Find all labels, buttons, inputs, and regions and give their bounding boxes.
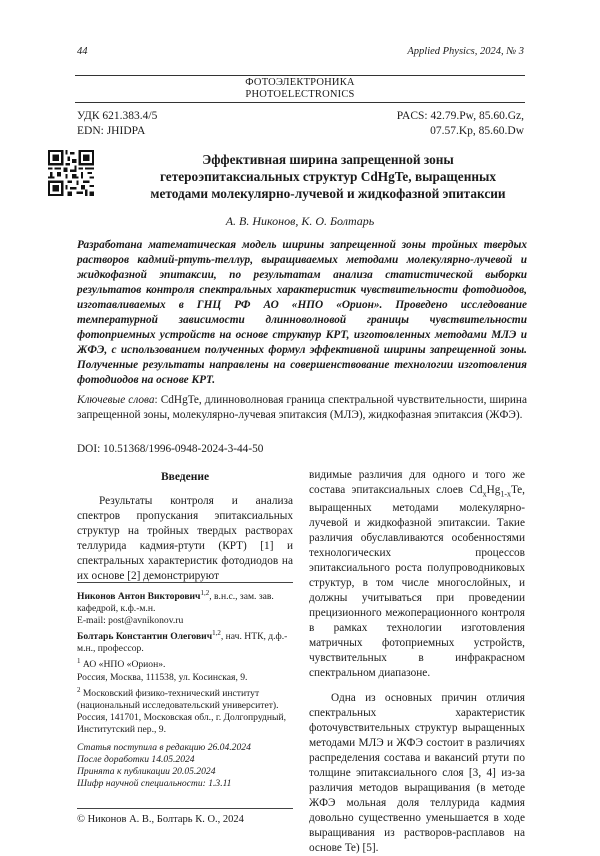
affiliation-2-address: Россия, 141701, Московская обл., г. Долгопрудный, Институтский пер., 9. (77, 711, 286, 735)
intro-heading: Введение (160, 471, 210, 483)
date-received: Статья поступила в редакцию 26.04.2024 (77, 741, 251, 753)
pacs-line-1: PACS: 42.79.Pw, 85.60.Gz, (396, 110, 524, 122)
edn-code: EDN: JHIDPA (77, 125, 146, 137)
article-title-line-3: методами молекулярно-лучевой и жидкофазной эпитаксии (150, 186, 506, 201)
qr-code-icon (48, 150, 94, 196)
author-1-name: Никонов Антон Викторович (77, 591, 201, 603)
abstract: Разработана математическая модель ширины запрещенной зоны тройных твердых растворов кадмий-ртуть-теллур, выращиваемых методами молекулярно-лучевой и жидкофазной эпитаксии, по результатам анализа статистической выборки результатов контроля спектральных характеристик чувствительности фотодиодов, изготавливаемых в ГНЦ РФ АО «НПО «Орион». Проведено исследование температурной зависимости длинноволновой границы чувствительности фотоприемных устройств на основе структур КРТ, изготовленных методами МЛЭ и ЖФЭ, с использованием полученных формул эффективной ширины запрещенной зоны. Полученные результаты направлены на совершенствование технологии изготовления фотодиодов на основе КРТ. (77, 239, 527, 386)
intro-right-column (309, 468, 525, 856)
date-revised: После доработки 14.05.2024 (77, 753, 195, 765)
section-top-rule (75, 75, 525, 76)
author-2-note: Болтарь Константин Олегович$^{1,2}$, нач. НТК, д.ф.-м.н., профессор. (77, 629, 288, 655)
keywords (77, 393, 527, 423)
doi: DOI: 10.51368/1996-0948-2024-3-44-50 (77, 443, 264, 455)
article-authors: А. В. Никонов, К. О. Болтарь (225, 214, 375, 228)
article-title-line-2: гетероэпитаксиальных структур CdHgTe, выращенных (159, 169, 497, 184)
keywords-label: Ключевые слова (77, 394, 155, 406)
intro-left-column (77, 494, 293, 584)
author-footnotes (77, 587, 293, 790)
footnote-rule (77, 582, 293, 583)
copyright: © Никонов А. В., Болтарь К. О., 2024 (77, 814, 244, 825)
affiliation-1-address: Россия, Москва, 111538, ул. Косинская, 9. (77, 671, 248, 683)
specialty-code: Шифр научной специальности: 1.3.11 (77, 777, 232, 789)
copyright-rule (77, 808, 293, 809)
page-number: 44 (77, 46, 88, 57)
section-bottom-rule (75, 102, 525, 103)
section-label-ru: ФОТОЭЛЕКТРОНИКА (245, 77, 355, 88)
intro-paragraph-1: Результаты контроля и анализа спектров пропускания эпитаксиальных структур на тройных твердых растворах теллурида кадмия-ртути (КРТ) [1] и спектральных характеристик фотодиодов на их основе [2] демонстрируют (77, 495, 293, 582)
udk-code: УДК 621.383.4/5 (77, 110, 158, 122)
keywords-text: : CdHgTe, длинноволновая граница спектральной чувствительности, ширина запрещенной зоны, молекулярно-лучевая эпитаксия (МЛЭ), жидкофазная эпитаксия (ЖФЭ). (77, 394, 527, 421)
intro-paragraph-1-continued: видимые различия для одного и того же состава эпитаксиальных слоев $Cd_xHg_{1-x}Te$, выращенных методами молекулярно-лучевой и жидкофазной эпитаксии. Такие различия обуславливаются особенностями технологических процессов эпитаксиального роста полупроводниковых структур, в том числе многослойных, и должны учитываться при проведении прецизионного межоперационного контроля в рамках технологии изготовления матричных фотоприемных устройств, чувствительных в инфракрасном спектральном диапазоне. (309, 469, 525, 680)
author-1-email: E-mail: post@avnikonov.ru (77, 615, 184, 627)
intro-paragraph-2: Одна из основных причин отличия спектральных характеристик фоточувствительных структур выращенных методами МЛЭ и ЖФЭ состоит в различиях распределения состава и вакансий ртути по толщине эпитаксиального слоя [3, 4] из-за различия методов выращивания (в методе ЖФЭ мольная доля теллурида кадмия довольно существенно уменьшается в ходе выращивания из растворов-расплавов на основе Te) [5]. (309, 692, 525, 855)
author-1-note: Никонов Антон Викторович$^{1,2}$, в.н.с., зам. зав. кафедрой, к.ф.-м.н. (77, 589, 274, 615)
article-title-line-1: Эффективная ширина запрещенной зоны (202, 152, 454, 167)
affiliation-1: $^1$ АО «НПО «Орион». (77, 657, 166, 671)
affiliation-2: $^2$ Московский физико-технический институт (национальный исследовательский университет). (77, 685, 279, 711)
section-label-en: PHOTOELECTRONICS (245, 89, 355, 100)
date-accepted: Принята к публикации 20.05.2024 (77, 765, 216, 777)
author-2-name: Болтарь Константин Олегович (77, 631, 213, 643)
pacs-line-2: 07.57.Kp, 85.60.Dw (430, 125, 524, 137)
journal-running-title: Applied Physics, 2024, № 3 (407, 46, 524, 57)
